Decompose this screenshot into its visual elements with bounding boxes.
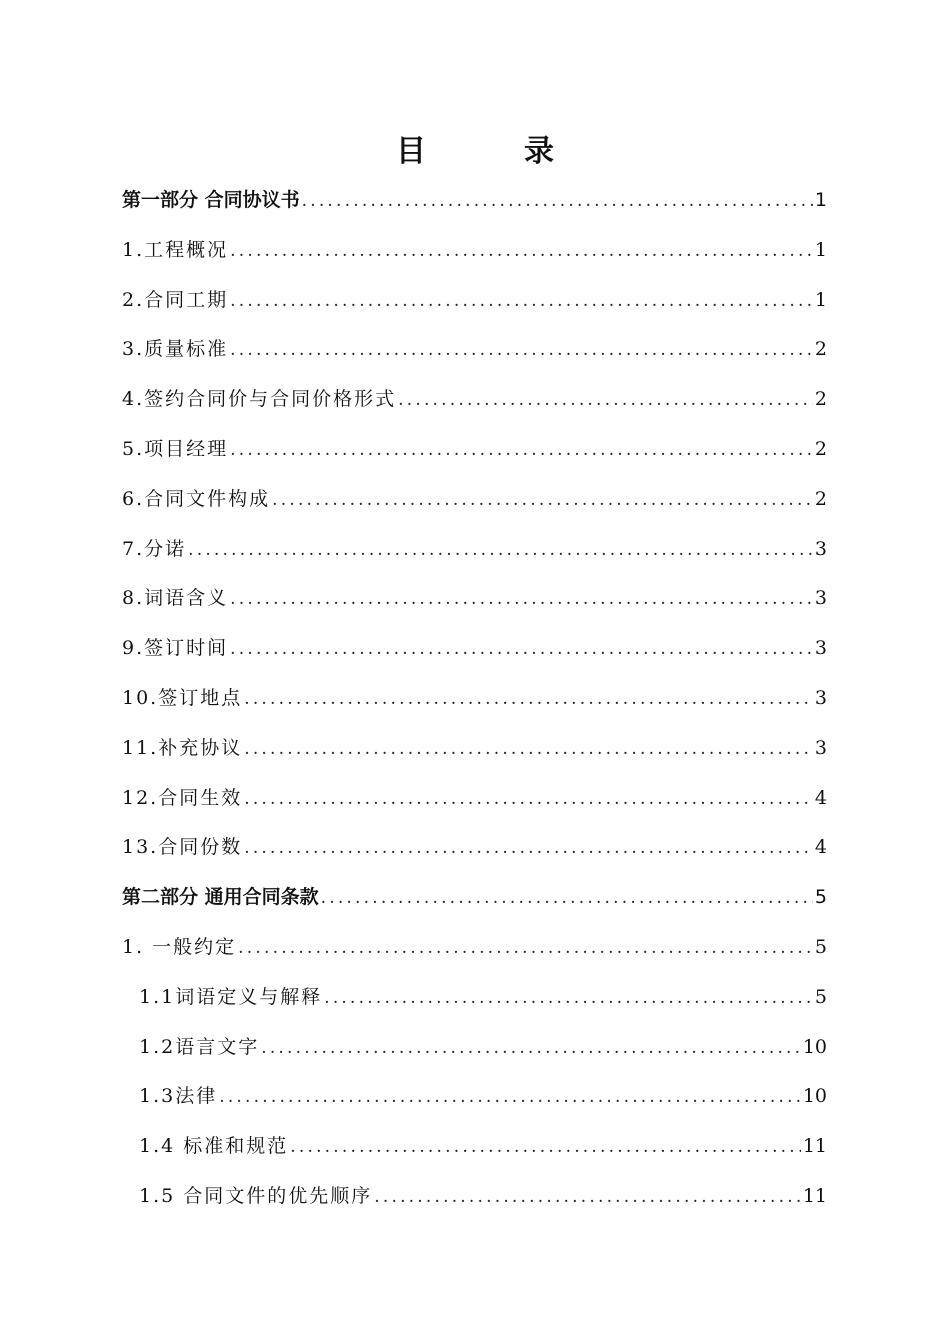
toc-entry-page: 11 — [802, 1135, 827, 1158]
toc-entry-label: 4.签约合同价与合同价格形式 — [122, 388, 397, 411]
toc-entry[interactable] — [122, 923, 827, 973]
toc-dot-leader — [188, 526, 813, 576]
toc-entry-label: 1.4 标准和规范 — [139, 1135, 289, 1158]
toc-entry-label: 2.合同工期 — [122, 288, 229, 311]
toc-dot-leader — [230, 227, 813, 277]
toc-entry-page: 2 — [814, 437, 827, 460]
toc-entry-label: 7.分诺 — [122, 537, 187, 560]
toc-entry[interactable] — [122, 774, 827, 824]
toc-entry[interactable] — [122, 325, 827, 375]
toc-entry-label: 10.签订地点 — [122, 686, 243, 709]
toc-dot-leader — [261, 1024, 801, 1074]
toc-entry-label: 9.签订时间 — [122, 637, 229, 660]
toc-dot-leader — [219, 1073, 801, 1123]
toc-dot-leader — [272, 476, 813, 526]
toc-entry-page: 3 — [814, 736, 827, 759]
toc-entry-page: 3 — [814, 686, 827, 709]
toc-entry[interactable] — [122, 724, 827, 774]
toc-dot-leader — [238, 924, 813, 974]
toc-entry[interactable] — [122, 176, 827, 226]
toc-entry[interactable] — [122, 973, 827, 1023]
toc-dot-leader — [230, 326, 813, 376]
toc-entry-label: 3.质量标准 — [122, 338, 229, 361]
toc-entry-label: 1.3法律 — [139, 1085, 218, 1108]
toc-entry-page: 2 — [814, 338, 827, 361]
toc-entry[interactable] — [122, 1122, 827, 1172]
toc-entry-page: 10 — [802, 1035, 827, 1058]
toc-entry[interactable] — [122, 823, 827, 873]
toc-dot-leader — [230, 426, 813, 476]
toc-entry[interactable] — [122, 276, 827, 326]
toc-entry-page: 1 — [814, 288, 827, 311]
toc-entry-label: 13.合同份数 — [122, 836, 243, 859]
toc-dot-leader — [302, 177, 813, 227]
toc-dot-leader — [324, 974, 813, 1024]
toc-dot-leader — [230, 575, 813, 625]
toc-entry[interactable] — [122, 525, 827, 575]
toc-entry-page: 3 — [814, 587, 827, 610]
toc-dot-leader — [321, 874, 813, 924]
toc-entry[interactable] — [122, 1072, 827, 1122]
toc-entry-label: 1.1词语定义与解释 — [139, 985, 323, 1008]
toc-dot-leader — [230, 625, 813, 675]
toc-entry-page: 1 — [814, 189, 827, 211]
toc-entry[interactable] — [122, 475, 827, 525]
toc-entry-page: 5 — [814, 985, 827, 1008]
toc-entry-label: 1.2语言文字 — [139, 1035, 260, 1058]
toc-entry[interactable] — [122, 1172, 827, 1222]
toc-entry[interactable] — [122, 226, 827, 276]
toc-entry[interactable] — [122, 873, 827, 923]
toc-entry-page: 3 — [814, 537, 827, 560]
toc-entry-label: 1.5 合同文件的优先顺序 — [139, 1184, 373, 1207]
toc-entry[interactable] — [122, 574, 827, 624]
toc-title: 目 录 — [396, 134, 588, 169]
toc-entry-label: 5.项目经理 — [122, 437, 229, 460]
toc-entry-page: 2 — [814, 487, 827, 510]
toc-entry[interactable] — [122, 674, 827, 724]
toc-entry-page: 4 — [814, 836, 827, 859]
toc-entry-page: 10 — [802, 1085, 827, 1108]
toc-entry-label: 6.合同文件构成 — [122, 487, 271, 510]
toc-entry-label: 1.工程概况 — [122, 238, 229, 261]
table-of-contents — [122, 176, 827, 1222]
toc-dot-leader — [230, 277, 813, 327]
toc-entry-page: 1 — [814, 238, 827, 261]
toc-entry-page: 11 — [802, 1184, 827, 1207]
toc-dot-leader — [398, 376, 813, 426]
toc-dot-leader — [244, 675, 813, 725]
toc-entry-page: 3 — [814, 637, 827, 660]
toc-entry-page: 5 — [814, 886, 827, 909]
toc-dot-leader — [244, 824, 813, 874]
toc-dot-leader — [244, 775, 813, 825]
toc-entry-label: 8.词语含义 — [122, 587, 229, 610]
toc-entry[interactable] — [122, 375, 827, 425]
toc-entry-label: 1. 一般约定 — [122, 935, 237, 958]
toc-dot-leader — [374, 1173, 801, 1223]
toc-entry-page: 5 — [814, 935, 827, 958]
toc-entry[interactable] — [122, 425, 827, 475]
toc-dot-leader — [290, 1123, 801, 1173]
toc-entry-page: 4 — [814, 786, 827, 809]
toc-entry-label: 11.补充协议 — [122, 736, 243, 759]
toc-entry[interactable] — [122, 624, 827, 674]
toc-entry-label: 第一部分 合同协议书 — [122, 189, 300, 211]
toc-entry-page: 2 — [814, 388, 827, 411]
toc-entry-label: 第二部分 通用合同条款 — [122, 886, 319, 909]
toc-entry-label: 12.合同生效 — [122, 786, 243, 809]
toc-entry[interactable] — [122, 1023, 827, 1073]
toc-dot-leader — [244, 725, 813, 775]
